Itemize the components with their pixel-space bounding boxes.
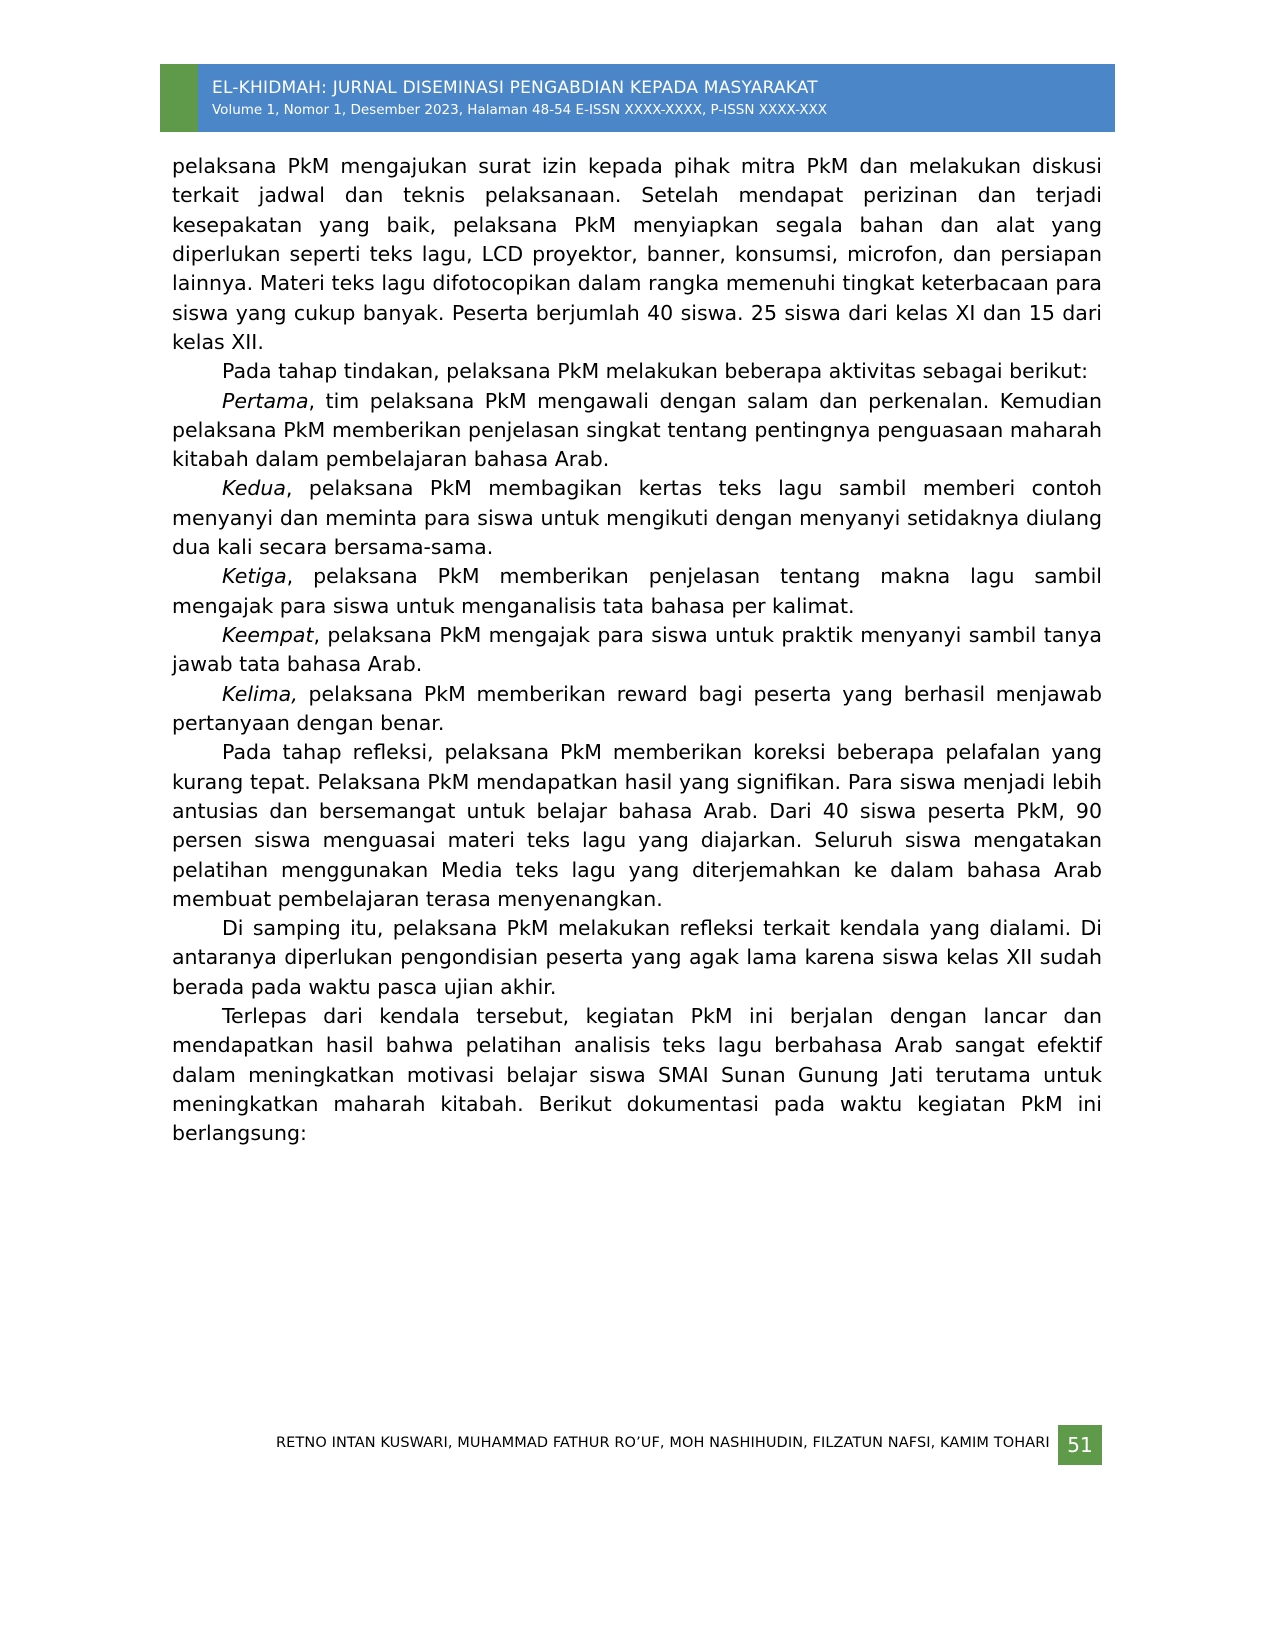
item-lead-pertama: Pertama bbox=[222, 388, 309, 413]
paragraph-tahap-refleksi: Pada tahap refleksi, pelaksana PkM memberikan koreksi beberapa pelafalan yang kurang tepat. Pelaksana PkM mendapatkan hasil yang signifikan. Para siswa menjadi lebih antusias dan bersemangat untuk belajar bahasa Arab. Dari 40 siswa peserta PkM, 90 persen siswa menguasai materi teks lagu yang diajarkan. Seluruh siswa mengatakan pelatihan menggunakan Media teks lagu yang diterjemahkan ke dalam bahasa Arab membuat pembelajaran terasa menyenangkan. bbox=[172, 740, 1102, 911]
header-text-block bbox=[198, 64, 1115, 132]
paragraph-continuation: pelaksana PkM mengajukan surat izin kepada pihak mitra PkM dan melakukan diskusi terkait jadwal dan teknis pelaksanaan. Setelah mendapat perizinan dan terjadi kesepakatan yang baik, pelaksana PkM menyiapkan segala bahan dan alat yang diperlukan seperti teks lagu, LCD proyektor, banner, konsumsi, microfon, dan persiapan lainnya. Materi teks lagu difotocopikan dalam rangka memenuhi tingkat keterbacaan para siswa yang cukup banyak. Peserta berjumlah 40 siswa. 25 siswa dari kelas XI dan 15 dari kelas XII. bbox=[172, 154, 1102, 354]
item-text-keempat: , pelaksana PkM mengajak para siswa untuk praktik menyanyi sambil tanya jawab tata bahasa Arab. bbox=[172, 623, 1102, 677]
list-item bbox=[172, 387, 1102, 475]
page-footer bbox=[172, 1425, 1102, 1465]
page-content bbox=[172, 152, 1102, 1149]
journal-issue-info: Volume 1, Nomor 1, Desember 2023, Halaman 48-54 E-ISSN XXXX-XXXX, P-ISSN XXXX-XXX bbox=[212, 102, 828, 119]
journal-title: EL-KHIDMAH: JURNAL DISEMINASI PENGABDIAN KEPADA MASYARAKAT bbox=[212, 78, 818, 99]
item-text-pertama: , tim pelaksana PkM mengawali dengan salam dan perkenalan. Kemudian pelaksana PkM memberikan penjelasan singkat tentang pentingnya penguasaan maharah kitabah dalam pembelajaran bahasa Arab. bbox=[172, 388, 1102, 472]
item-text-ketiga: , pelaksana PkM memberikan penjelasan tentang makna lagu sambil mengajak para siswa untuk menganalisis tata bahasa per kalimat. bbox=[172, 564, 1102, 618]
footer-author-list: RETNO INTAN KUSWARI, MUHAMMAD FATHUR RO’UF, MOH NASHIHUDIN, FILZATUN NAFSI, KAMIM TOHARI bbox=[276, 1435, 1050, 1451]
list-item bbox=[172, 621, 1102, 680]
journal-header-band bbox=[160, 64, 1115, 132]
list-item bbox=[172, 680, 1102, 739]
list-item bbox=[172, 562, 1102, 621]
header-accent-bar bbox=[160, 64, 198, 132]
item-lead-kelima: Kelima, bbox=[222, 681, 298, 706]
paragraph-kesimpulan: Terlepas dari kendala tersebut, kegiatan PkM ini berjalan dengan lancar dan mendapatkan hasil bahwa pelatihan analisis teks lagu berbahasa Arab sangat efektif dalam meningkatkan motivasi belajar siswa SMAI Sunan Gunung Jati terutama untuk meningkatkan maharah kitabah. Berikut dokumentasi pada waktu kegiatan PkM ini berlangsung: bbox=[172, 1004, 1102, 1146]
paragraph-kendala: Di samping itu, pelaksana PkM melakukan refleksi terkait kendala yang dialami. Di antaranya diperlukan pengondisian peserta yang agak lama karena siswa kelas XII sudah berada pada waktu pasca ujian akhir. bbox=[172, 916, 1102, 999]
item-lead-keempat: Keempat bbox=[222, 623, 314, 647]
item-lead-ketiga: Ketiga bbox=[222, 564, 287, 589]
item-lead-kedua: Kedua bbox=[222, 476, 286, 501]
page-number-badge: 51 bbox=[1058, 1425, 1102, 1465]
item-text-kedua: , pelaksana PkM membagikan kertas teks lagu sambil memberi contoh menyanyi dan meminta para siswa untuk mengikuti dengan menyanyi setidaknya diulang dua kali secara bersama-sama. bbox=[172, 476, 1102, 560]
list-item bbox=[172, 474, 1102, 562]
item-text-kelima: pelaksana PkM memberikan reward bagi peserta yang berhasil menjawab pertanyaan dengan benar. bbox=[172, 681, 1102, 735]
paragraph-tahap-tindakan: Pada tahap tindakan, pelaksana PkM melakukan beberapa aktivitas sebagai berikut: bbox=[222, 359, 1089, 384]
